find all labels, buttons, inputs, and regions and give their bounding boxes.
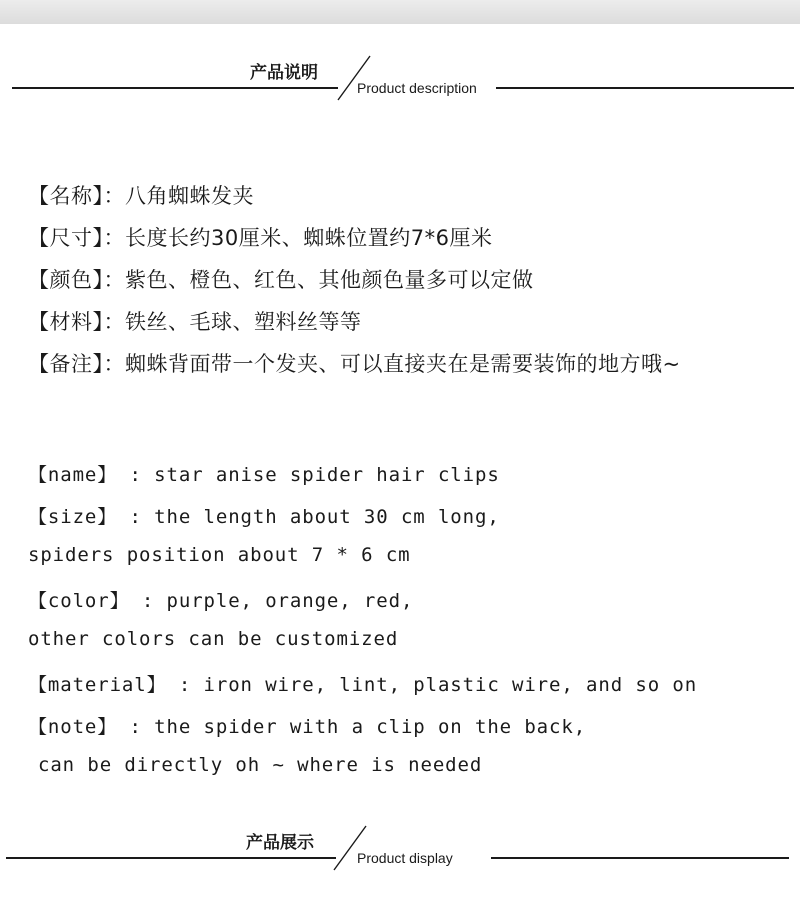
en-spec-color-cont: other colors can be customized — [28, 628, 399, 650]
description-header-en: Product description — [357, 80, 477, 96]
description-section-header — [0, 56, 800, 116]
description-header-right-rule — [496, 87, 794, 89]
top-image-strip — [0, 0, 800, 24]
display-header-left-rule — [6, 857, 336, 859]
cn-spec-material: 【材料】：铁丝、毛球、塑料丝等等 — [28, 310, 362, 334]
cn-spec-name: 【名称】：八角蜘蛛发夹 — [28, 184, 254, 208]
en-spec-size-cont: spiders position about 7 * 6 cm — [28, 544, 411, 566]
cn-spec-color: 【颜色】：紫色、橙色、红色、其他颜色量多可以定做 — [28, 268, 534, 292]
cn-spec-size: 【尺寸】：长度长约30厘米、蜘蛛位置约7*6厘米 — [28, 226, 493, 250]
en-spec-color: 【color】 : purple, orange, red, — [28, 590, 414, 612]
cn-spec-note: 【备注】：蜘蛛背面带一个发夹、可以直接夹在是需要装饰的地方哦~ — [28, 352, 681, 376]
display-header-en: Product display — [357, 850, 453, 866]
display-header-right-rule — [491, 857, 789, 859]
description-header-cn: 产品说明 — [250, 63, 318, 83]
en-spec-name: 【name】 : star anise spider hair clips — [28, 464, 500, 486]
description-header-slash — [334, 54, 374, 104]
en-spec-size: 【size】 : the length about 30 cm long, — [28, 506, 500, 528]
en-spec-note: 【note】 : the spider with a clip on the back, — [28, 716, 587, 738]
en-spec-note-cont: can be directly oh ~ where is needed — [38, 754, 483, 776]
en-spec-material: 【material】 : iron wire, lint, plastic wire, and so on — [28, 674, 698, 696]
description-header-left-rule — [12, 87, 338, 89]
display-section-header — [0, 826, 800, 886]
display-header-slash — [330, 824, 370, 874]
display-header-cn: 产品展示 — [246, 833, 314, 853]
